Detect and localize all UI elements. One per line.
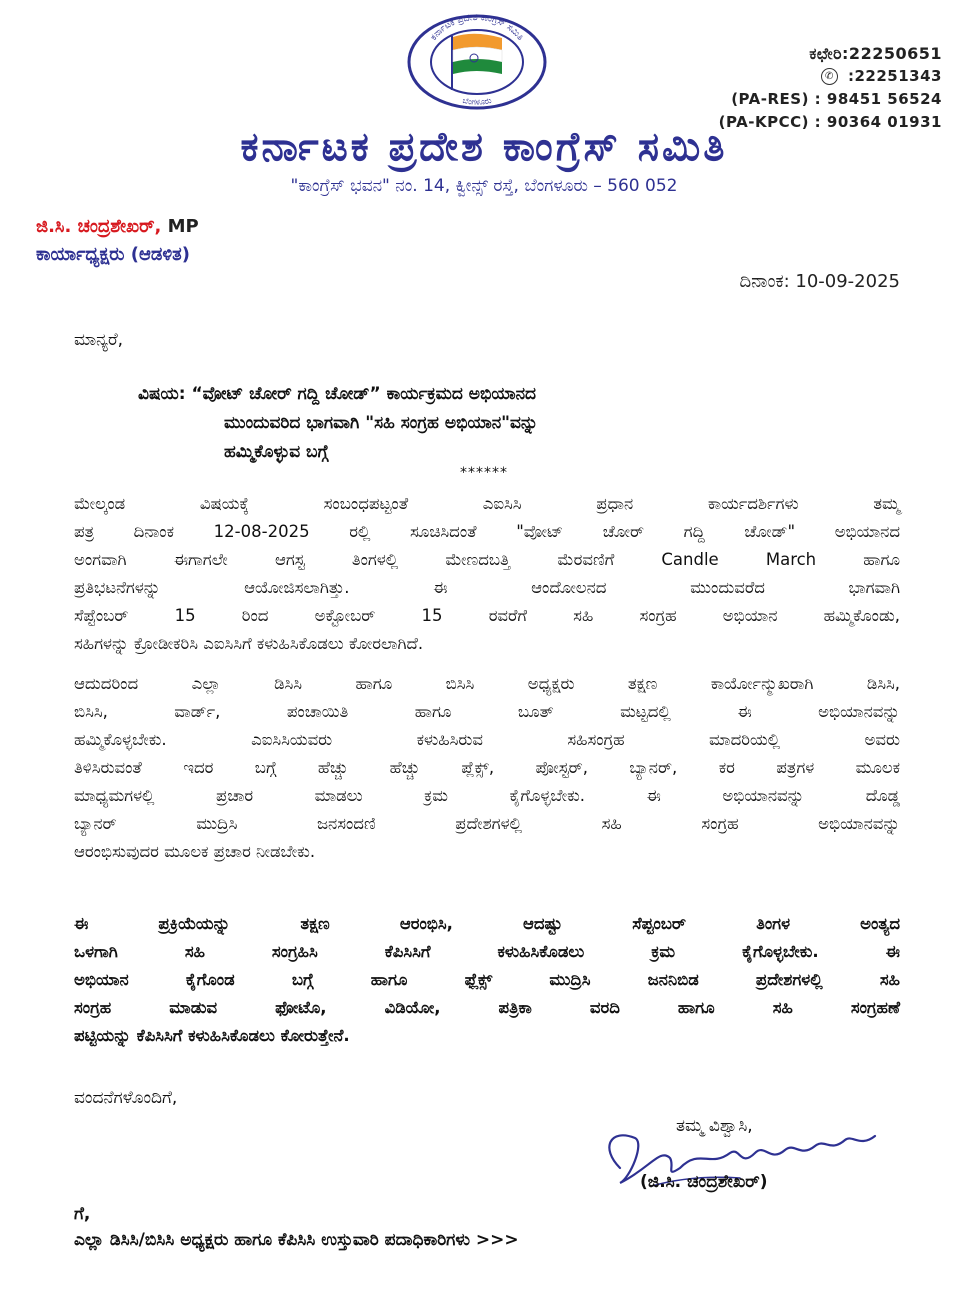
subject-line-2: ಮುಂದುವರಿದ ಭಾಗವಾಗಿ "ಸಹಿ ಸಂಗ್ರಹ ಅಭಿಯಾನ"ವನ್ನು bbox=[224, 413, 539, 433]
president-suffix: MP bbox=[167, 216, 199, 237]
paragraph-2 bbox=[74, 670, 900, 866]
paragraph-line: ಬ್ಯಾನರ್ ಮುದ್ರಿಸಿ ಜನಸಂದಣಿ ಪ್ರದೇಶಗಳಲ್ಲಿ ಸಹಿ ಸಂಗ್ರಹ ಅಭಿಯಾನವನ್ನು bbox=[74, 814, 900, 833]
svg-text:ಬೆಂಗಳೂರು bbox=[462, 96, 493, 107]
paragraph-line: ಆದುದರಿಂದ ಎಲ್ಲಾ ಡಿಸಿಸಿ ಹಾಗೂ ಬಿಸಿಸಿ ಅಧ್ಯಕ್ಷರು ತಕ್ಷಣ ಕಾರ್ಯೋನ್ಮುಖರಾಗಿ ಡಿಸಿಸಿ, bbox=[74, 674, 900, 693]
president-name-text: ಜಿ.ಸಿ. ಚಂದ್ರಶೇಖರ್, bbox=[36, 216, 162, 237]
separator: ****** bbox=[460, 465, 508, 481]
paragraph-line: ಸೆಪ್ಟೆಂಬರ್ 15 ರಿಂದ ಅಕ್ಟೋಬರ್ 15 ರವರೆಗೆ ಸಹಿ ಸಂಗ್ರಹ ಅಭಿಯಾನ ಹಮ್ಮಿಕೊಂಡು, bbox=[74, 606, 900, 625]
paragraph-line: ಸಂಗ್ರಹ ಮಾಡುವ ಫೋಟೊ, ವಿಡಿಯೋ, ಪತ್ರಿಕಾ ವರದಿ ಹಾಗೂ ಸಹಿ ಸಂಗ್ರಹಣೆ bbox=[74, 998, 900, 1017]
paragraph-line: ಸಹಿಗಳನ್ನು ಕ್ರೋಡೀಕರಿಸಿ ಎಐಸಿಸಿಗೆ ಕಳುಹಿಸಿಕೊಡಲು ಕೋರಲಾಗಿದೆ. bbox=[74, 634, 424, 653]
office-phone: ಕಛೇರಿ:22250651 bbox=[809, 44, 942, 63]
phone-icon: ✆ bbox=[821, 68, 838, 85]
paragraph-line: ಮೇಲ್ಕಂಡ ವಿಷಯಕ್ಕೆ ಸಂಬಂಧಪಟ್ಟಂತೆ ಎಐಸಿಸಿ ಪ್ರಧಾನ ಕಾರ್ಯದರ್ಶಿಗಳು ತಮ್ಮ bbox=[74, 494, 900, 513]
org-address: "ಕಾಂಗ್ರೆಸ್ ಭವನ" ನಂ. 14, ಕ್ವೀನ್ಸ್ ರಸ್ತೆ, ಬೆಂಗಳೂರು – 560 052 bbox=[290, 176, 678, 196]
letter-date: ದಿನಾಂಕ: 10-09-2025 bbox=[739, 271, 900, 292]
paragraph-line: ತಿಳಿಸಿರುವಂತೆ ಇದರ ಬಗ್ಗೆ ಹೆಚ್ಚು ಹೆಚ್ಚು ಪ್ಲೆಕ್ಸ್, ಪೋಸ್ಟರ್, ಬ್ಯಾನರ್, ಕರ ಪತ್ರಗಳ ಮೂಲಕ bbox=[74, 758, 900, 777]
contact-numbers bbox=[719, 42, 942, 134]
paragraph-line: ಅಂಗವಾಗಿ ಈಗಾಗಲೇ ಆಗಸ್ಟ ತಿಂಗಳಲ್ಲಿ ಮೇಣದಬತ್ತಿ ಮೆರವಣಿಗೆ Candle March ಹಾಗೂ bbox=[74, 550, 900, 569]
paragraph-line: ಒಳಗಾಗಿ ಸಹಿ ಸಂಗ್ರಹಿಸಿ ಕೆಪಿಸಿಸಿಗೆ ಕಳುಹಿಸಿಕೊಡಲು ಕ್ರಮ ಕೈಗೊಳ್ಳಬೇಕು. ಈ bbox=[74, 942, 900, 961]
closing: ವಂದನೆಗಳೊಂದಿಗೆ, bbox=[74, 1088, 178, 1108]
flag-icon bbox=[452, 34, 502, 90]
to-label: ಗೆ, bbox=[74, 1204, 91, 1224]
kpcc-logo bbox=[404, 10, 550, 110]
paragraph-line: ಪತ್ರ ದಿನಾಂಕ 12-08-2025 ರಲ್ಲಿ ಸೂಚಿಸಿದಂತೆ "ವೋಟ್ ಚೋರ್ ಗದ್ದಿ ಚೋಡ್" ಅಭಿಯಾನದ bbox=[74, 522, 900, 541]
president-title: ಕಾರ್ಯಾಧ್ಯಕ್ಷರು (ಆಡಳಿತ) bbox=[36, 244, 190, 265]
paragraph-line: ಪ್ರತಿಭಟನೆಗಳನ್ನು ಆಯೋಜಿಸಲಾಗಿತ್ತು. ಈ ಆಂದೋಲನದ ಮುಂದುವರೆದ ಭಾಗವಾಗಿ bbox=[74, 578, 900, 597]
paragraph-line: ಅಭಿಯಾನ ಕೈಗೊಂಡ ಬಗ್ಗೆ ಹಾಗೂ ಫ್ಲೆಕ್ಸ್ ಮುದ್ರಿಸಿ ಜನನಿಬಿಡ ಪ್ರದೇಶಗಳಲ್ಲಿ ಸಹಿ bbox=[74, 970, 900, 989]
paragraph-1 bbox=[74, 490, 900, 658]
salutation: ಮಾನ್ಯರೆ, bbox=[74, 330, 124, 350]
sign-off: ತಮ್ಮ ವಿಶ್ವಾಸಿ, bbox=[676, 1116, 753, 1136]
paragraph-line: ಹಮ್ಮಿಕೊಳ್ಳಬೇಕು. ಎಐಸಿಸಿಯವರು ಕಳುಹಿಸಿರುವ ಸಹಿಸಂಗ್ರಹ ಮಾದರಿಯಲ್ಲಿ ಅವರು bbox=[74, 730, 900, 749]
logo-ring-text-bottom: ಬೆಂಗಳೂರು bbox=[461, 95, 493, 107]
pa-res-phone: (PA-RES) : 98451 56524 bbox=[731, 90, 942, 108]
paragraph-line: ಮಾಧ್ಯಮಗಳಲ್ಲಿ ಪ್ರಚಾರ ಮಾಡಲು ಕ್ರಮ ಕೈಗೊಳ್ಳಬೇಕು. ಈ ಅಭಿಯಾನವನ್ನು ದೊಡ್ಡ bbox=[74, 786, 900, 805]
pa-kpcc-phone: (PA-KPCC) : 90364 01931 bbox=[718, 113, 942, 131]
paragraph-line: ಆರಂಭಿಸುವುದರ ಮೂಲಕ ಪ್ರಚಾರ ನೀಡಬೇಕು. bbox=[74, 842, 316, 861]
recipients: ಎಲ್ಲಾ ಡಿಸಿಸಿ/ಬಿಸಿಸಿ ಅಧ್ಯಕ್ಷರು ಹಾಗೂ ಕೆಪಿಸಿಸಿ ಉಸ್ತುವಾರಿ ಪದಾಧಿಕಾರಿಗಳು >>> bbox=[74, 1230, 519, 1250]
paragraph-line: ಬಿಸಿಸಿ, ವಾರ್ಡ್, ಪಂಚಾಯಿತಿ ಹಾಗೂ ಬೂತ್ ಮಟ್ಟದಲ್ಲಿ ಈ ಅಭಿಯಾನವನ್ನು bbox=[74, 702, 900, 721]
office-phone-2: :22251343 bbox=[848, 67, 942, 85]
subject bbox=[138, 380, 898, 467]
subject-line-1: ವಿಷಯ: “ವೋಟ್ ಚೋರ್ ಗದ್ದಿ ಚೋಡ್” ಕಾರ್ಯಕ್ರಮದ ಅಭಿಯಾನದ bbox=[138, 384, 537, 404]
president-name bbox=[36, 216, 199, 237]
paragraph-line: ಈ ಪ್ರಕ್ರಿಯೆಯನ್ನು ತಕ್ಷಣ ಆರಂಭಿಸಿ, ಆದಷ್ಟು ಸೆಪ್ಟಂಬರ್ ತಿಂಗಳ ಅಂತ್ಯದ bbox=[74, 914, 900, 933]
logo-ring-text-top: ಕರ್ನಾಟಕ ಪ್ರದೇಶ ಕಾಂಗ್ರೆಸ್ ಸಮಿತಿ bbox=[428, 12, 526, 43]
paragraph-line: ಪಟ್ಟಿಯನ್ನು ಕೆಪಿಸಿಸಿಗೆ ಕಳುಹಿಸಿಕೊಡಲು ಕೋರುತ್ತೇನೆ. bbox=[74, 1026, 350, 1045]
signatory-name: (ಜಿ.ಸಿ. ಚಂದ್ರಶೇಖರ್) bbox=[640, 1172, 768, 1192]
org-name: ಕರ್ನಾಟಕ ಪ್ರದೇಶ ಕಾಂಗ್ರೆಸ್ ಸಮಿತಿ bbox=[240, 124, 728, 170]
paragraph-3 bbox=[74, 910, 900, 1050]
subject-line-3: ಹಮ್ಮಿಕೊಳ್ಳುವ ಬಗ್ಗೆ bbox=[224, 442, 329, 462]
